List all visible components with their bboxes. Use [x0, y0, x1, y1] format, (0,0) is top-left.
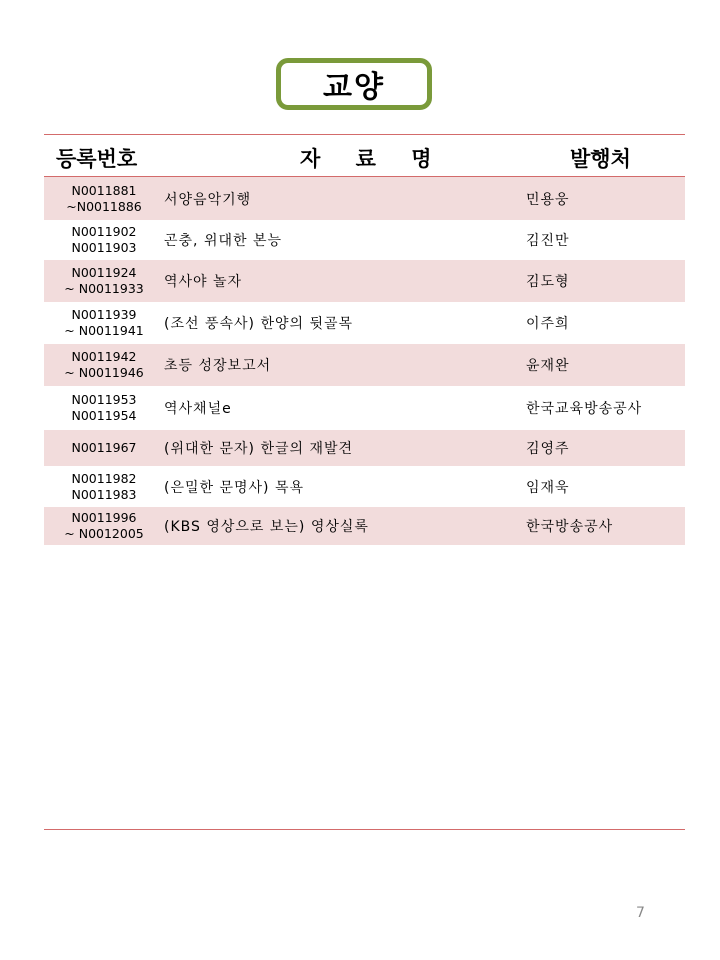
header-publisher: 발행처 [570, 147, 631, 171]
row-code [44, 386, 164, 430]
row-title: 서양음악기행 [164, 191, 252, 208]
row-publisher: 한국방송공사 [526, 519, 614, 535]
header-name: 자 료 명 [300, 147, 446, 171]
table-row [44, 220, 685, 260]
table-row [44, 386, 685, 430]
table-row [44, 507, 685, 545]
row-code [44, 344, 164, 386]
row-title: (KBS 영상으로 보는) 영상실록 [164, 519, 369, 535]
row-code-line: N0011881 [71, 182, 137, 198]
row-code-line: N0011954 [71, 408, 137, 423]
row-publisher: 김영주 [526, 441, 570, 457]
row-code-line: ~N0011886 [66, 198, 142, 214]
row-publisher: 윤재완 [526, 358, 570, 374]
row-title: 초등 성장보고서 [164, 358, 272, 374]
row-title: (조선 풍속사) 한양의 뒷골목 [164, 316, 354, 332]
row-code-line: N0011902 [71, 224, 137, 239]
row-title: (은밀한 문명사) 목욕 [164, 479, 305, 496]
table-header [44, 135, 685, 176]
row-code-line: N0011967 [71, 440, 137, 455]
row-publisher: 임재욱 [526, 479, 570, 496]
row-code-line: ~ N0011946 [64, 365, 144, 380]
row-code-line: ~ N0011941 [64, 323, 144, 338]
row-title: 곤충, 위대한 본능 [164, 233, 283, 249]
row-code [44, 302, 164, 344]
title-box [276, 58, 432, 110]
table-row [44, 260, 685, 302]
table-row [44, 177, 685, 220]
row-code-line: N0011942 [71, 349, 137, 364]
row-title: (위대한 문자) 한글의 재발견 [164, 441, 354, 457]
header-code: 등록번호 [56, 147, 138, 171]
row-code [44, 466, 164, 507]
row-code [44, 260, 164, 302]
page-number: 7 [636, 905, 645, 921]
row-code-line: N0011924 [71, 265, 137, 280]
row-code-line: N0011903 [71, 240, 137, 255]
row-code [44, 507, 164, 545]
row-title: 역사야 놀자 [164, 274, 243, 290]
row-publisher: 이주희 [526, 316, 570, 332]
row-code-line: ~ N0011933 [64, 281, 144, 296]
row-code-line: N0011939 [71, 307, 137, 322]
row-publisher: 한국교육방송공사 [526, 401, 643, 417]
page-title: 교양 [323, 70, 385, 105]
table-bottom-rule [44, 829, 685, 830]
row-code [44, 430, 164, 466]
row-code [44, 177, 164, 220]
table-row [44, 302, 685, 344]
table-row [44, 430, 685, 466]
row-publisher: 민용웅 [526, 191, 570, 208]
row-code [44, 220, 164, 260]
row-code-line: ~ N0012005 [64, 526, 144, 541]
table-row [44, 344, 685, 386]
row-title: 역사채널e [164, 401, 232, 417]
table-row [44, 466, 685, 507]
table-body [44, 177, 685, 545]
row-code-line: N0011996 [71, 510, 137, 525]
row-publisher: 김진만 [526, 233, 570, 249]
row-publisher: 김도형 [526, 274, 570, 290]
row-code-line: N0011982 [71, 470, 137, 486]
row-code-line: N0011953 [71, 392, 137, 407]
row-code-line: N0011983 [71, 486, 137, 502]
